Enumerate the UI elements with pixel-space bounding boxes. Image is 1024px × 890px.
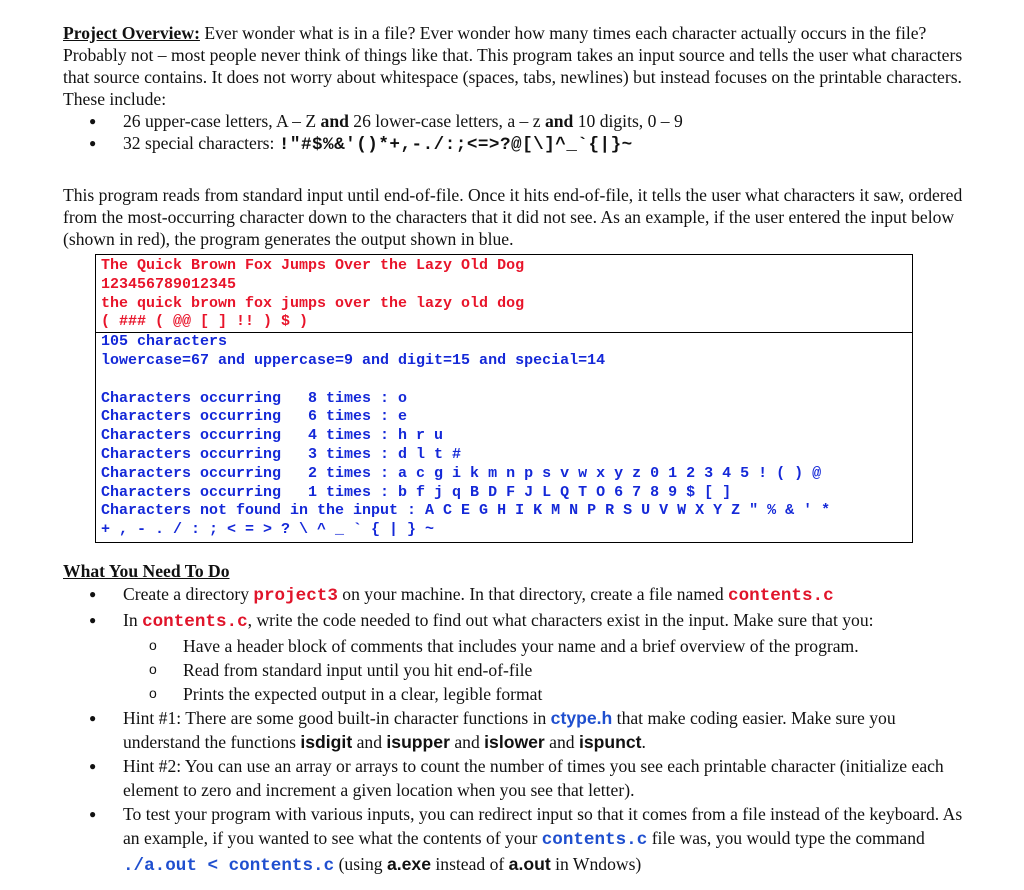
digits-text: 10 digits, 0 – 9 <box>573 111 683 131</box>
todo-section <box>63 560 963 878</box>
test-text: file was, you would type the command <box>647 828 925 848</box>
overview-paragraph <box>63 22 963 110</box>
todo-item-write-code <box>63 608 963 706</box>
list-item-special-chars <box>63 132 963 156</box>
function-name: isdigit <box>300 732 353 752</box>
console-output-line: Characters occurring 3 times : d l t # <box>101 445 462 463</box>
console-input-line: ( ### ( @@ [ ] !! ) $ ) <box>101 313 309 331</box>
command-text: ./a.out < contents.c <box>123 856 335 876</box>
console-input-line: 123456789012345 <box>101 275 237 293</box>
console-output-section <box>96 333 912 542</box>
console-output-line: Characters occurring 4 times : h r u <box>101 427 444 445</box>
console-output-line <box>101 371 907 390</box>
console-example-box <box>95 254 913 543</box>
console-output-line: 105 characters <box>101 333 228 351</box>
console-output-line: Characters occurring 1 times : b f j q B D F J L Q T O 6 7 8 9 $ [ ] <box>101 483 732 501</box>
document-page <box>63 22 963 250</box>
subitem-read-stdin: o Read from standard input until you hit end-of-file <box>123 658 963 682</box>
console-output-line: Characters occurring 6 times : e <box>101 408 408 426</box>
todo-text: , write the code needed to find out what characters exist in the input. Make sure that you: <box>247 610 874 630</box>
description-paragraph: This program reads from standard input until end-of-file. Once it hits end-of-file, it tells the user what characters it saw, ordered from the most-occurring character down to the characters that it did not see. As an example, if the user entered the input below (shown in red), the program generates the output shown in blue. <box>63 185 963 249</box>
letters-upper-text: 26 upper-case letters, A – Z <box>123 111 321 131</box>
and-text: and <box>544 111 574 131</box>
hint-text: Hint #1: There are some good built-in character functions in <box>123 708 551 728</box>
character-class-list <box>63 110 963 156</box>
test-text: instead of <box>430 854 509 874</box>
test-text: To test your program with various inputs, you can redirect input so that it comes from a file instead of the keyboard. As an example, if you wanted to see what the contents of your <box>123 804 963 848</box>
directory-name: project3 <box>253 586 338 606</box>
header-file-name: ctype.h <box>550 708 613 728</box>
function-name: isupper <box>386 732 450 752</box>
console-input-section <box>96 255 912 333</box>
hint-text: and <box>544 732 579 752</box>
console-output-line: + , - . / : ; < = > ? \ ^ _ ` { | } ~ <box>101 521 435 539</box>
exe-name: a.exe <box>386 854 431 874</box>
todo-list <box>63 582 963 878</box>
todo-heading: What You Need To Do <box>63 561 230 581</box>
file-name: contents.c <box>728 586 834 606</box>
todo-text: on your machine. In that directory, create a file named <box>337 584 729 604</box>
overview-text: Ever wonder what is in a file? Ever wonder how many times each character actually occurs in the file? Probably not – most people never think of things like that. This program takes an input source and tells the user what characters that source contains. It does not worry about whitespace (spaces, tabs, newlines) but instead focuses on the printable characters. These include: <box>63 23 963 109</box>
hint-text: and <box>449 732 485 752</box>
console-output-line: lowercase=67 and uppercase=9 and digit=15 and special=14 <box>101 351 606 369</box>
test-text: (using <box>334 854 387 874</box>
file-name: contents.c <box>142 612 248 632</box>
hint-text: and <box>352 732 387 752</box>
test-text: in Wndows) <box>550 854 642 874</box>
subitem-header-comments: o Have a header block of comments that includes your name and a brief overview of the program. <box>123 634 963 658</box>
letters-lower-text: 26 lower-case letters, a – z <box>348 111 545 131</box>
out-name: a.out <box>508 854 551 874</box>
subitem-print-output: o Prints the expected output in a clear, legible format <box>123 682 963 706</box>
todo-item-hint1 <box>63 706 963 754</box>
todo-text: In <box>123 610 143 630</box>
overview-heading: Project Overview: <box>63 23 200 43</box>
console-output-line: Characters not found in the input : A C E G H I K M N P R S U V W X Y Z " % & ' * <box>101 502 831 520</box>
function-name: islower <box>484 732 545 752</box>
todo-item-hint2: ● Hint #2: You can use an array or arrays to count the number of times you see each printable character (initialize each element to zero and increment a given location when you see that letter). <box>63 754 963 802</box>
hint-text: that make coding easier. Make sure you understand the functions <box>123 708 896 752</box>
and-text: and <box>320 111 349 131</box>
console-input-line: The Quick Brown Fox Jumps Over the Lazy Old Dog <box>101 257 525 274</box>
special-chars-value: !"#$%&'()*+,-./:;<=>?@[\]^_`{|}~ <box>278 135 633 155</box>
todo-item-create-dir <box>63 582 963 608</box>
function-name: ispunct <box>578 732 642 752</box>
special-chars-label: 32 special characters: <box>123 133 279 153</box>
file-name: contents.c <box>541 830 648 850</box>
requirements-sublist <box>123 634 963 706</box>
list-item-letters-digits <box>63 110 963 132</box>
console-input-line: the quick brown fox jumps over the lazy old dog <box>101 294 525 312</box>
todo-item-test <box>63 802 963 878</box>
hint-text: . <box>641 732 646 752</box>
todo-text: Create a directory <box>123 584 254 604</box>
console-output-line: Characters occurring 8 times : o <box>101 389 408 407</box>
spacer <box>63 156 963 178</box>
console-output-line: Characters occurring 2 times : a c g i k m n p s v w x y z 0 1 2 3 4 5 ! ( ) @ <box>101 464 822 482</box>
